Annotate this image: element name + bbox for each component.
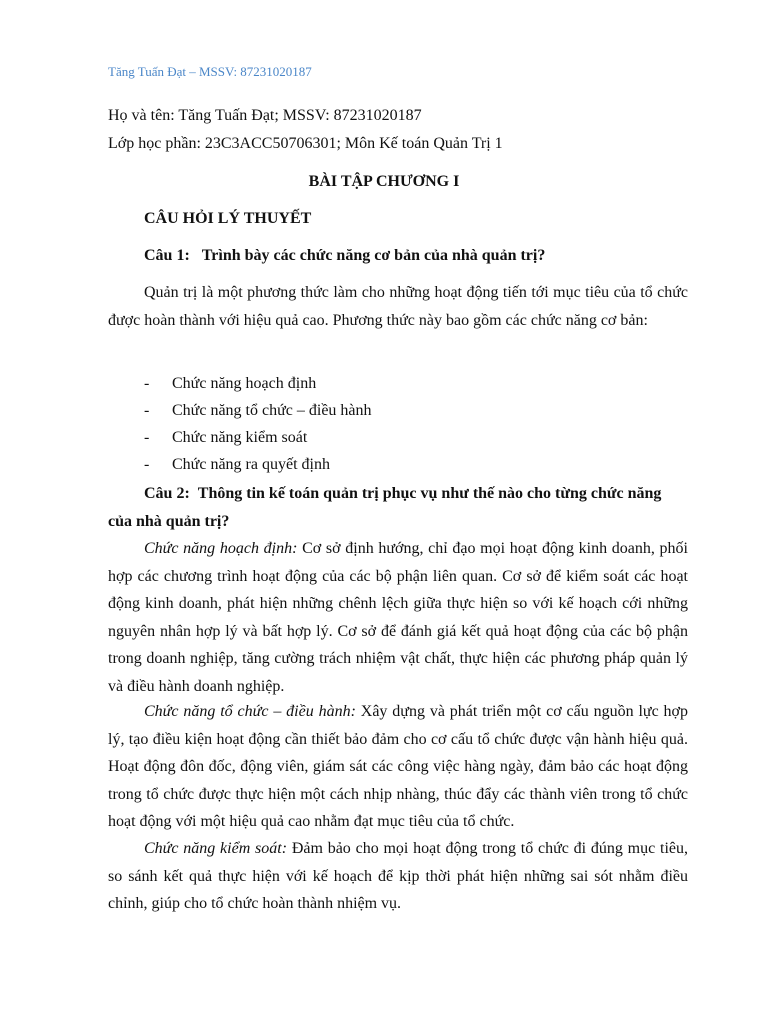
list-item-text: Chức năng tổ chức – điều hành <box>172 402 372 419</box>
function-label: Chức năng kiểm soát: <box>144 840 288 857</box>
document-title: BÀI TẬP CHƯƠNG I <box>308 173 460 190</box>
question-1-text: Trình bày các chức năng cơ bản của nhà quản trị? <box>201 247 546 264</box>
function-text: Cơ sở định hướng, chỉ đạo mọi hoạt động kinh doanh, phối hợp các chương trình hoạt động của các bộ phận liên quan. Cơ sở để kiểm soát các hoạt động kinh doanh, phát hiện những chênh lệch giữa thực hiện so với kế hoạch cới những nguyên nhân hợp lý và bất hợp lý. Cơ sở để đánh giá kết quả hoạt động của các bộ phận trong doanh nghiệp, tăng cường trách nhiệm vật chất, thực hiện các phương pháp quản lý và điều hành doanh nghiệp. <box>108 540 688 695</box>
question-2-number: Câu 2: <box>144 485 190 502</box>
student-info-line: Họ và tên: Tăng Tuấn Đạt; MSSV: 87231020187 <box>108 107 422 124</box>
function-text: Đảm bảo cho mọi hoạt động trong tổ chức đi đúng mục tiêu, so sánh kết quả thực hiện với kế hoạch để kịp thời phát hiện những sai sót nhằm điều chỉnh, giúp cho tổ chức hoàn thành nhiệm vụ. <box>108 840 688 913</box>
question-1-answer: Quản trị là một phương thức làm cho những hoạt động tiến tới mục tiêu của tổ chức được hoàn thành với hiệu quả cao. Phương thức này bao gồm các chức năng cơ bản: <box>108 284 688 329</box>
course-info-line: Lớp học phần: 23C3ACC50706301; Môn Kế toán Quản Trị 1 <box>108 135 503 152</box>
list-item: - Chức năng tổ chức – điều hành <box>144 402 372 419</box>
question-2-answer-organizing <box>108 698 688 836</box>
question-2-text: Thông tin kế toán quản trị phục vụ như thế nào cho từng chức năng của nhà quản trị? <box>108 485 662 530</box>
question-2-answer-planning <box>108 535 688 701</box>
function-label: Chức năng tổ chức – điều hành: <box>144 703 356 720</box>
question-1-number: Câu 1: <box>144 247 190 264</box>
list-item: - Chức năng ra quyết định <box>144 456 330 473</box>
list-item: - Chức năng hoạch định <box>144 375 317 392</box>
page-header: Tăng Tuấn Đạt – MSSV: 87231020187 <box>108 64 312 79</box>
question-1-heading <box>108 242 688 270</box>
list-item-text: Chức năng hoạch định <box>172 375 317 392</box>
list-item: - Chức năng kiểm soát <box>144 429 308 446</box>
list-item-text: Chức năng kiểm soát <box>172 429 308 446</box>
list-item-text: Chức năng ra quyết định <box>172 456 330 473</box>
function-text: Xây dựng và phát triển một cơ cấu nguồn lực hợp lý, tạo điều kiện hoạt động cần thiết bảo đảm cho cơ cấu tổ chức được vận hành hiệu quả. Hoạt động đôn đốc, động viên, giám sát các công việc hàng ngày, đảm bảo các hoạt động trong tổ chức được thực hiện một cách nhịp nhàng, thúc đẩy các thành viên trong tổ chức hoạt động với một hiệu quả cao nhằm đạt mục tiêu của tổ chức. <box>108 703 688 831</box>
section-heading: CÂU HỎI LÝ THUYẾT <box>144 210 312 227</box>
function-label: Chức năng hoạch định: <box>144 540 298 557</box>
question-2-heading <box>108 480 688 535</box>
question-2-answer-controlling <box>108 835 688 918</box>
